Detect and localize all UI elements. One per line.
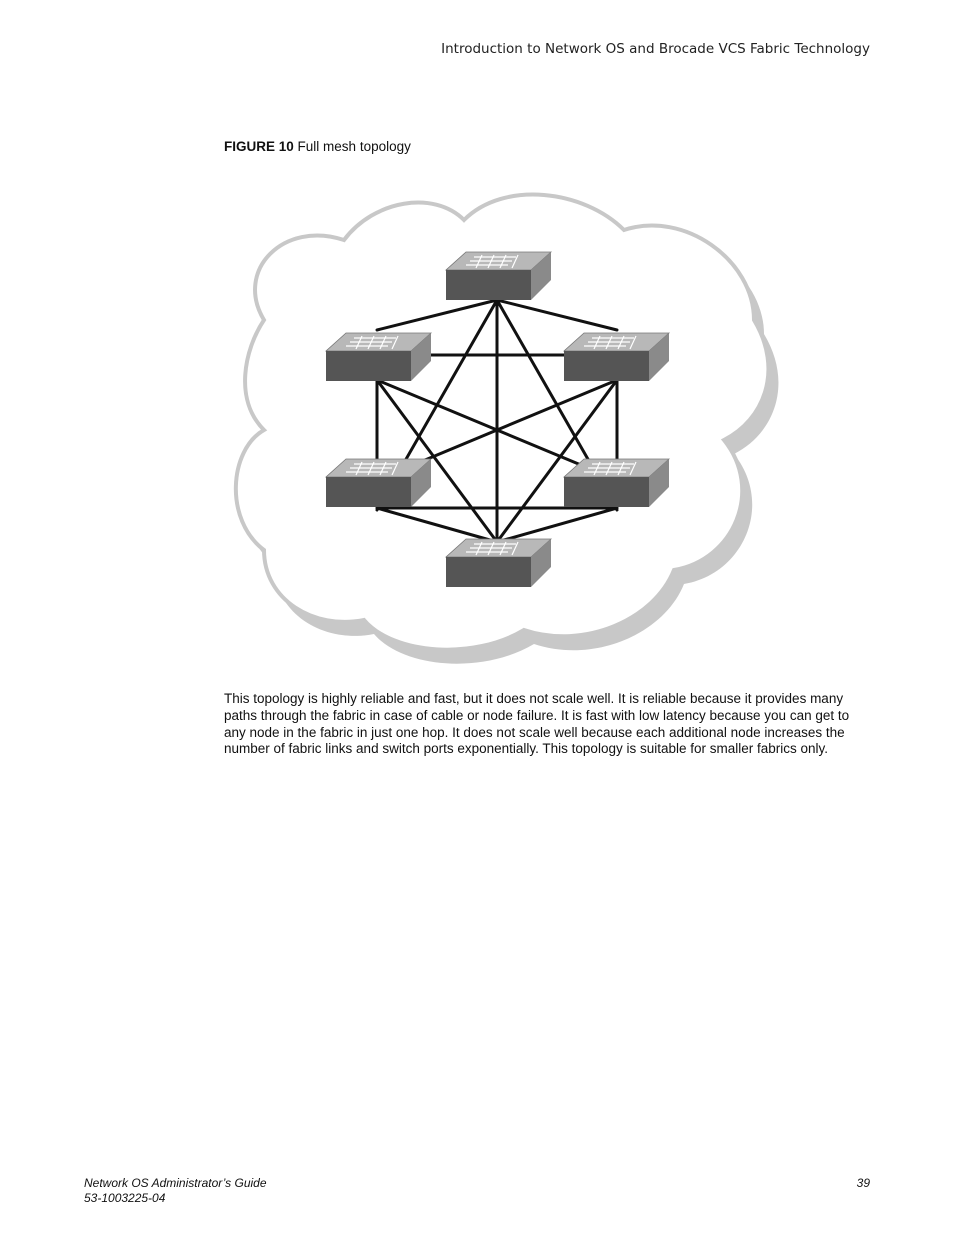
- network-switch-icon: [326, 459, 431, 507]
- footer-doc-number: 53-1003225-04: [84, 1191, 166, 1205]
- network-switch-icon: [564, 459, 669, 507]
- full-mesh-diagram: [224, 180, 784, 675]
- figure-caption-text: Full mesh topology: [297, 139, 411, 154]
- figure-label: FIGURE 10: [224, 139, 294, 154]
- network-switch-icon: [564, 333, 669, 381]
- figure-caption: [224, 139, 411, 154]
- full-mesh-svg: [224, 180, 784, 675]
- body-paragraph: This topology is highly reliable and fast, but it does not scale well. It is reliable because it provides many paths through the fabric in case of cable or node failure. It is fast with low latency because you can get to any node in the fabric in just one hop. It does not scale well because each additional node increases the number of fabric links and switch ports exponentially. This topology is suitable for smaller fabrics only.: [224, 691, 850, 757]
- footer-page-number: 39: [856, 1176, 870, 1190]
- running-header: Introduction to Network OS and Brocade VCS Fabric Technology: [441, 41, 870, 57]
- network-switch-icon: [446, 539, 551, 587]
- network-switch-icon: [446, 252, 551, 300]
- network-switch-icon: [326, 333, 431, 381]
- footer-guide-title: Network OS Administrator’s Guide: [84, 1176, 267, 1190]
- footer-left: [84, 1176, 267, 1206]
